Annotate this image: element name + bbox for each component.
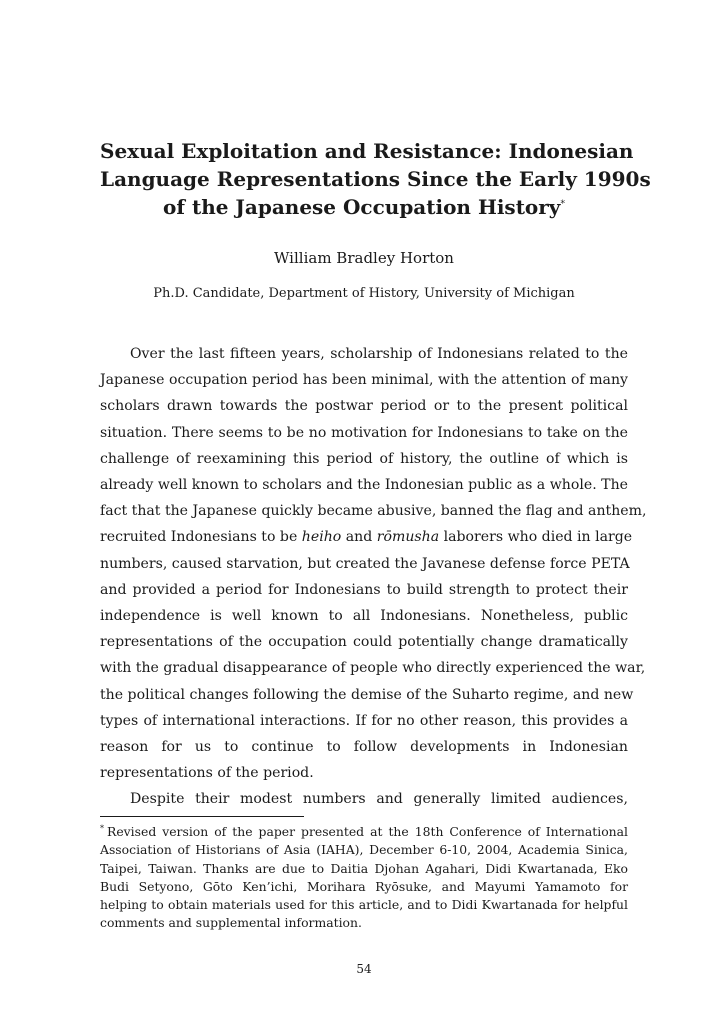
footnote-line-text: Revised version of the paper presented at the 18th Conference of International: [107, 824, 628, 839]
title-line-1: Sexual Exploitation and Resistance: Indonesian: [100, 139, 634, 163]
body-text: [100, 341, 647, 813]
footnote: [100, 823, 628, 933]
title-line-3-text: of the Japanese Occupation History: [163, 195, 561, 219]
author-affiliation: Ph.D. Candidate, Department of History, University of Michigan: [153, 286, 575, 301]
body-text-run: and: [341, 529, 377, 546]
author-name: William Bradley Horton: [274, 249, 454, 267]
title-line-3: [100, 193, 628, 221]
footnote-line: helping to obtain materials used for this article, and to Didi Kwartanada for helpful: [100, 897, 628, 913]
body-line: [100, 524, 633, 550]
italic-term-romusha: rōmusha: [376, 529, 440, 546]
footnote-line: Taipei, Taiwan. Thanks are due to Daitia Djohan Agahari, Didi Kwartanada, Eko: [100, 860, 628, 876]
body-line: independence is well known to all Indonesians. Nonetheless, public: [100, 608, 628, 625]
body-text-run: recruited Indonesians to be: [100, 529, 302, 546]
body-line: with the gradual disappearance of people who directly experienced the war,: [100, 660, 646, 677]
footnote-line: comments and supplemental information.: [100, 915, 362, 931]
body-line: Despite their modest numbers and generally limited audiences,: [130, 791, 628, 808]
footnote-marker: *: [100, 823, 104, 833]
body-line: situation. There seems to be no motivation for Indonesians to take on the: [100, 424, 628, 441]
italic-term-heiho: heiho: [301, 529, 342, 546]
footnote-separator: [100, 816, 304, 817]
page-number: 54: [356, 962, 372, 976]
body-line: representations of the period.: [100, 765, 314, 782]
paragraph-1: [100, 341, 647, 786]
body-line: types of international interactions. If for no other reason, this provides a: [100, 712, 628, 729]
body-line: the political changes following the demise of the Suharto regime, and new: [100, 686, 634, 703]
body-line: scholars drawn towards the postwar period or to the present political: [100, 398, 628, 415]
body-line: reason for us to continue to follow developments in Indonesian: [100, 739, 628, 756]
article-title: [100, 137, 651, 221]
body-line: numbers, caused starvation, but created the Javanese defense force PETA: [100, 555, 630, 572]
body-line: representations of the occupation could potentially change dramatically: [100, 634, 628, 651]
body-line: already well known to scholars and the Indonesian public as a whole. The: [100, 477, 628, 494]
body-line: fact that the Japanese quickly became abusive, banned the flag and anthem,: [100, 503, 647, 520]
body-text-run: laborers who died in large: [439, 529, 633, 546]
body-line: challenge of reexamining this period of history, the outline of which is: [100, 450, 628, 467]
title-line-2: Language Representations Since the Early 1990s: [100, 167, 651, 191]
paragraph-2: [100, 786, 628, 812]
footnote-line: [100, 823, 628, 841]
body-line: Over the last fifteen years, scholarship of Indonesians related to the: [130, 346, 628, 362]
footnote-line: Association of Historians of Asia (IAHA), December 6-10, 2004, Academia Sinica,: [100, 842, 628, 858]
title-footnote-marker[interactable]: *: [560, 199, 565, 210]
body-line: Japanese occupation period has been minimal, with the attention of many: [100, 372, 628, 389]
body-line: and provided a period for Indonesians to build strength to protect their: [100, 581, 628, 598]
footnote-line: Budi Setyono, Gōto Ken’ichi, Morihara Ryōsuke, and Mayumi Yamamoto for: [100, 878, 628, 894]
